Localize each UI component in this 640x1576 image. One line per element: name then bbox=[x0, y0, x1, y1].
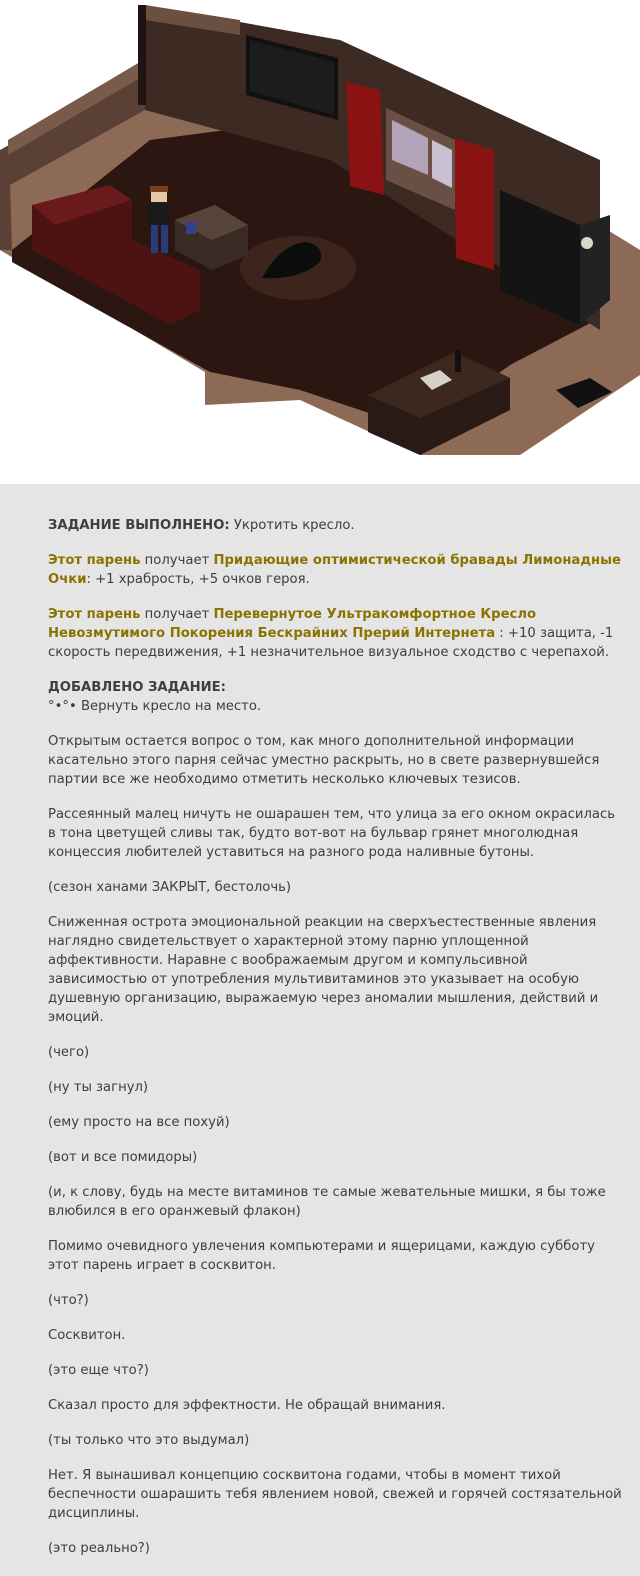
narration-paragraph: Сосквитон. bbox=[48, 1328, 126, 1343]
story-log bbox=[0, 484, 640, 1576]
narration-paragraph: (что?) bbox=[48, 1293, 89, 1308]
narration-paragraph: (сезон ханами ЗАКРЫТ, бестолочь) bbox=[48, 880, 292, 895]
narration-paragraph: Нет. Я вынашивал концепцию сосквитона годами, чтобы в момент тихой беспечности ошарашить тебя явлением новой, свежей и горячей состязательной дисциплины. bbox=[48, 1468, 622, 1521]
player-name: Этот парень bbox=[48, 607, 141, 622]
narration-paragraph: Сказал просто для эффектности. Не обращай внимания. bbox=[48, 1398, 446, 1413]
narration-paragraph: (это еще что?) bbox=[48, 1363, 149, 1378]
narration-paragraph: Рассеянный малец ничуть не ошарашен тем, что улица за его окном окрасилась в тона цветущей сливы так, будто вот-вот на бульвар грянет многолюдная концессия любителей уставиться на разного рода наливные бутоны. bbox=[48, 807, 615, 860]
task-bullet: °•°• bbox=[48, 699, 77, 714]
door-frame bbox=[138, 5, 146, 105]
reward-glasses: Этот парень получает Придающие оптимистической бравады Лимонадные Очки: +1 храбрость, +5 очков героя. bbox=[48, 553, 621, 587]
task-completed: ЗАДАНИЕ ВЫПОЛНЕНО: Укротить кресло. bbox=[48, 518, 355, 533]
task-added: ДОБАВЛЕНО ЗАДАНИЕ: °•°• Вернуть кресло на место. bbox=[48, 680, 262, 714]
item-name: Придающие оптимистической бравады Лимонадные Очки bbox=[48, 553, 621, 587]
player-name: Этот парень bbox=[48, 553, 141, 568]
room-scene bbox=[0, 0, 640, 484]
narration-paragraph: (ему просто на все похуй) bbox=[48, 1115, 230, 1130]
narration-paragraph: (ну ты загнул) bbox=[48, 1080, 149, 1095]
reward-armchair: Этот парень получает Перевернутое Ультракомфортное Кресло Невозмутимого Покорения Бескрайних Прерий Интернета : +10 защита, -1 скорость передвижения, +1 незначительное визуальное сходство с черепахой. bbox=[48, 607, 614, 660]
curtain-left bbox=[346, 82, 384, 195]
narration-paragraph: Открытым остается вопрос о том, как много дополнительной информации касательно этого парня сейчас уместно раскрыть, но в свете развернувшейся партии все же необходимо отметить несколько ключевых тезисов. bbox=[48, 734, 600, 787]
room-illustration bbox=[0, 0, 640, 484]
narration-paragraph: Сниженная острота эмоциональной реакции на сверхъестественные явления наглядно свидетельствует о характерной этому парню уплощенной аффективности. Наравне с воображаемым другом и компульсивной зависимостью от употребления мультивитаминов это указывает на особую душевную организацию, выражаемую через аномалии мышления, действий и эмоций. bbox=[48, 915, 599, 1025]
narration-paragraph: (и, к слову, будь на месте витаминов те самые жевательные мишки, я бы тоже влюбился в его оранжевый флакон) bbox=[48, 1185, 606, 1219]
narration-paragraph: (ты только что это выдумал) bbox=[48, 1433, 250, 1448]
narration-paragraph: (это реально?) bbox=[48, 1541, 150, 1556]
narration-paragraph: Помимо очевидного увлечения компьютерами и ящерицами, каждую субботу этот парень играет в сосквитон. bbox=[48, 1239, 595, 1273]
curtain-right bbox=[454, 138, 494, 270]
narration-paragraph: (вот и все помидоры) bbox=[48, 1150, 198, 1165]
narration-paragraph: (чего) bbox=[48, 1045, 90, 1060]
item-name: Перевернутое Ультракомфортное Кресло Невозмутимого Покорения Бескрайних Прерий Интернета bbox=[48, 607, 537, 641]
